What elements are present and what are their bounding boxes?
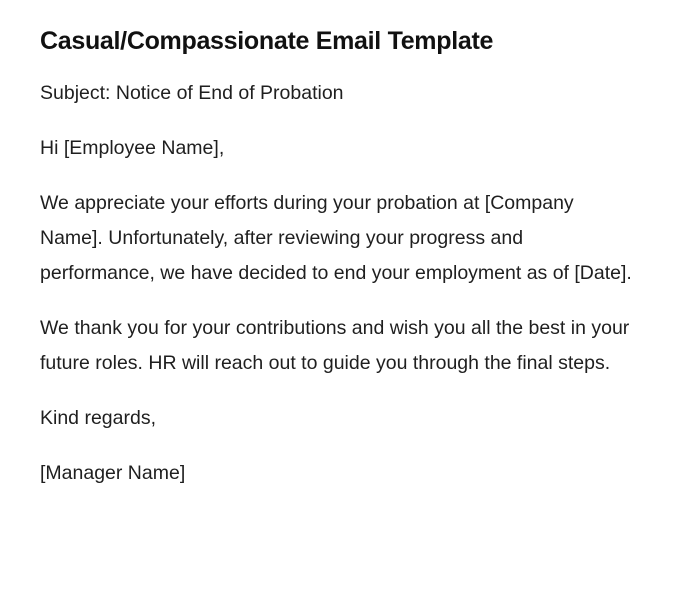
email-paragraph-1: We appreciate your efforts during your probation at [Company Name]. Unfortunately, after reviewing your progress and performance, we have decided to end your employment as of [Date]. bbox=[40, 192, 632, 284]
email-subject: Subject: Notice of End of Probation bbox=[40, 82, 344, 104]
email-signature: [Manager Name] bbox=[40, 462, 186, 484]
email-closing: Kind regards, bbox=[40, 407, 156, 429]
email-paragraph-2: We thank you for your contributions and wish you all the best in your future roles. HR will reach out to guide you through the final steps. bbox=[40, 317, 630, 374]
document-title: Casual/Compassionate Email Template bbox=[40, 27, 494, 55]
email-greeting: Hi [Employee Name], bbox=[40, 137, 225, 159]
